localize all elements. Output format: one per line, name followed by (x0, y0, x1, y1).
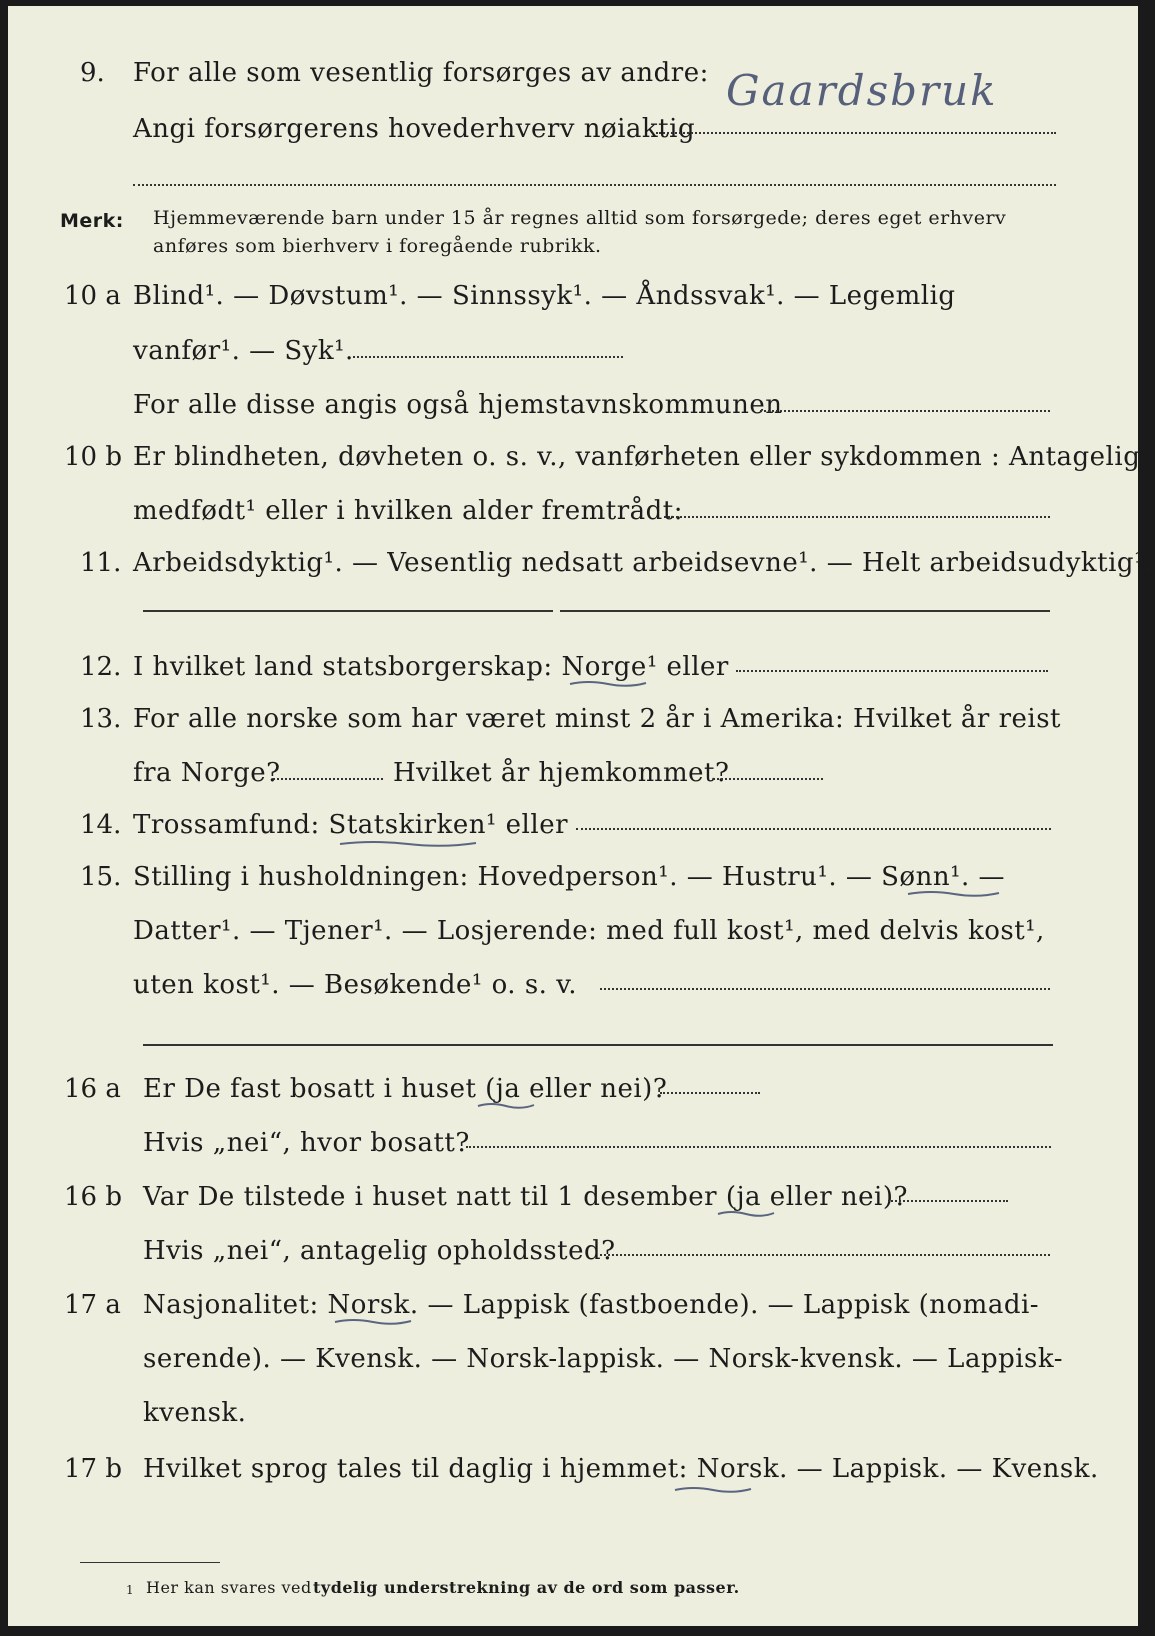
q16a-bosatt-line (466, 1146, 1051, 1148)
q11-rule-right (560, 610, 1050, 612)
q9-handwritten-answer: Gaardsbruk (726, 66, 998, 115)
footnote-text: Her kan svares ved (146, 1578, 312, 1597)
q10a-line2: vanfør¹. — Syk¹. (133, 336, 354, 366)
q16b-opholdssted-line (600, 1254, 1050, 1256)
q16b-answer-line (888, 1200, 1008, 1202)
q17a-line1: Nasjonalitet: Norsk. — Lappisk (fastboende). — Lappisk (nomadi- (143, 1290, 1040, 1320)
q16a-answer-line (660, 1092, 760, 1094)
q16b-line1: Var De tilstede i huset natt til 1 desember (ja eller nei)? (143, 1182, 908, 1212)
q12-line1: I hvilket land statsborgerskap: Norge¹ eller (133, 652, 729, 682)
q17a-number: 17 a (64, 1290, 121, 1320)
q15-underline-mark (906, 888, 1001, 900)
footnote-rule (80, 1562, 220, 1563)
q12-number: 12. (80, 652, 122, 682)
q17a-line2: serende). — Kvensk. — Norsk-lappisk. — Norsk-kvensk. — Lappisk- (143, 1344, 1063, 1374)
q17a-line3: kvensk. (143, 1398, 247, 1428)
footnote-bold-text: tydelig understrekning av de ord som passer. (313, 1578, 740, 1597)
q16a-number: 16 a (64, 1074, 121, 1104)
footnote-mark: 1 (126, 1583, 135, 1597)
q10a-number: 10 a (64, 281, 121, 311)
q13-line2b: Hvilket år hjemkommet? (393, 758, 730, 788)
q16b-underline-mark (716, 1208, 776, 1220)
q13-reist-line (273, 778, 383, 780)
q10b-answer-line (664, 516, 1050, 518)
q16a-line2: Hvis „nei“, hvor bosatt? (143, 1128, 470, 1158)
q10b-number: 10 b (64, 442, 122, 472)
merk-line1: Hjemmeværende barn under 15 år regnes alltid som forsørgede; deres eget erhverv (153, 207, 1007, 229)
q10b-line2: medfødt¹ eller i hvilken alder fremtrådt: (133, 496, 683, 526)
q9-answer-line (656, 132, 1056, 134)
q17b-underline-mark (673, 1484, 753, 1496)
q10a-line1: Blind¹. — Døvstum¹. — Sinnssyk¹. — Åndssvak¹. — Legemlig (133, 281, 956, 311)
q10b-line1: Er blindheten, døvheten o. s. v., vanførheten eller sykdommen : Antagelig (133, 442, 1141, 472)
q13-line2a: fra Norge? (133, 758, 281, 788)
merk-line2: anføres som bierhverv i foregående rubrikk. (153, 235, 602, 257)
q10a-line3: For alle disse angis også hjemstavnskommunen (133, 390, 783, 420)
q11-line1: Arbeidsdyktig¹. — Vesentlig nedsatt arbeidsevne¹. — Helt arbeidsudyktig¹. (133, 548, 1154, 578)
q14-line1: Trossamfund: Statskirken¹ eller (133, 810, 569, 840)
q16b-line2: Hvis „nei“, antagelig opholdssted? (143, 1236, 616, 1266)
q15-number: 15. (80, 862, 122, 892)
q15-rule (143, 1044, 1053, 1046)
q9-number: 9. (80, 58, 105, 88)
q12-underline-mark (568, 678, 648, 690)
q9-line2: Angi forsørgerens hovederhverv nøiaktig (133, 114, 696, 144)
q16b-number: 16 b (64, 1182, 122, 1212)
q9-line1: For alle som vesentlig forsørges av andre: (133, 58, 709, 88)
q10a-answer-line (353, 356, 623, 358)
q10a-kommune-line (760, 410, 1050, 412)
census-form-page (8, 6, 1154, 1626)
q11-number: 11. (80, 548, 122, 578)
q15-answer-line (600, 988, 1050, 990)
q17b-number: 17 b (64, 1454, 122, 1484)
q12-answer-line (736, 670, 1048, 672)
q15-line2: Datter¹. — Tjener¹. — Losjerende: med full kost¹, med delvis kost¹, (133, 916, 1045, 946)
q14-answer-line (576, 828, 1051, 830)
q17a-underline-mark (333, 1316, 413, 1328)
q15-line1: Stilling i husholdningen: Hovedperson¹. — Hustru¹. — Sønn¹. — (133, 862, 1006, 892)
q11-rule-left (143, 610, 553, 612)
q13-line1: For alle norske som har været minst 2 år i Amerika: Hvilket år reist (133, 704, 1061, 734)
q9-extra-line (133, 184, 1056, 186)
q16a-underline-mark (476, 1100, 536, 1112)
q16a-line1: Er De fast bosatt i huset (ja eller nei)? (143, 1074, 668, 1104)
q13-number: 13. (80, 704, 122, 734)
q13-hjemkommet-line (713, 778, 823, 780)
q14-number: 14. (80, 810, 122, 840)
q14-underline-mark (338, 838, 478, 850)
q17b-line1: Hvilket sprog tales til daglig i hjemmet: Norsk. — Lappisk. — Kvensk. (143, 1454, 1099, 1484)
merk-label: Merk: (60, 210, 124, 232)
q15-line3: uten kost¹. — Besøkende¹ o. s. v. (133, 970, 578, 1000)
